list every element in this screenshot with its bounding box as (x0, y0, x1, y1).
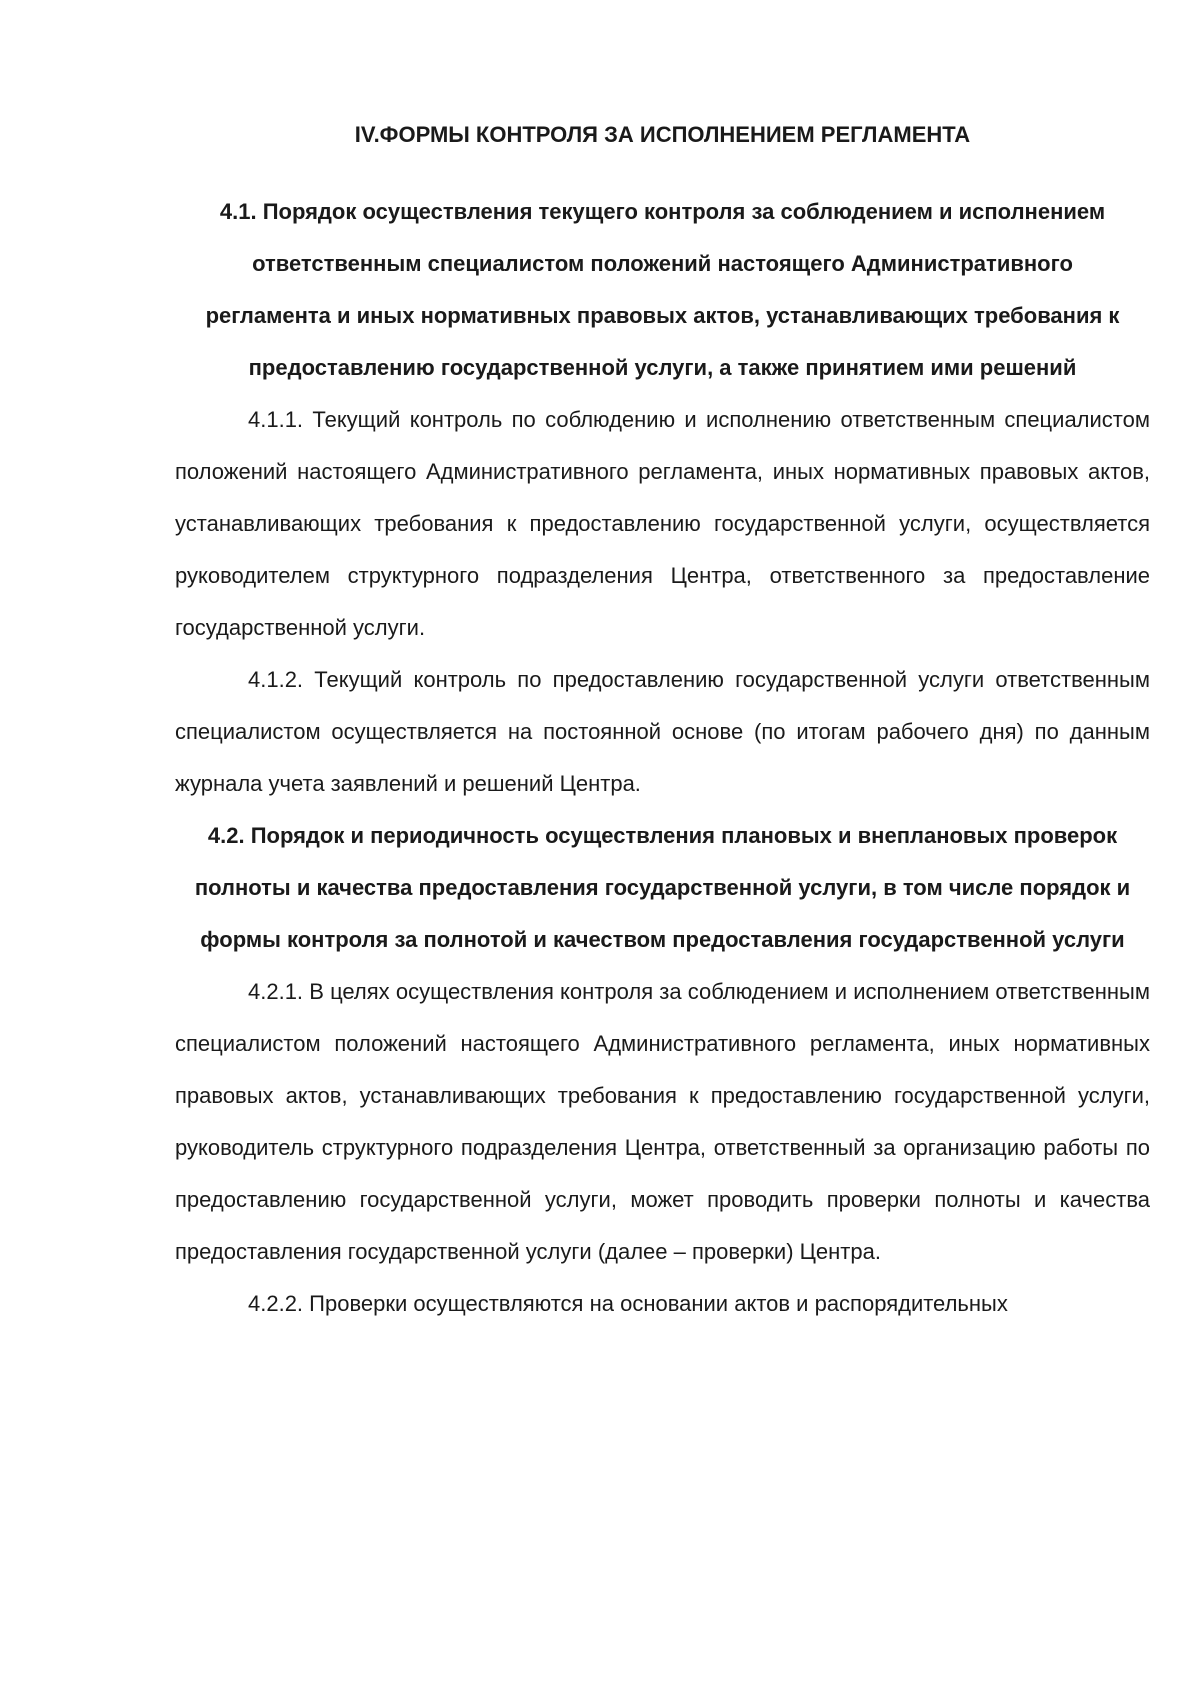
section-heading-4-2: 4.2. Порядок и периодичность осуществления плановых и внеплановых проверок полноты и качества предоставления государственной услуги, в том числе порядок и формы контроля за полнотой и качеством предоставления государственной услуги (194, 823, 1131, 952)
paragraph-4-1-1: 4.1.1. Текущий контроль по соблюдению и исполнению ответственным специалистом положений настоящего Административного регламента, иных нормативных правовых актов, устанавливающих требования к предоставлению государственной услуги, осуществляется руководителем структурного подразделения Центра, ответственного за предоставление государственной услуги. (175, 407, 1150, 640)
paragraph-4-1-2: 4.1.2. Текущий контроль по предоставлению государственной услуги ответственным специалистом осуществляется на постоянной основе (по итогам рабочего дня) по данным журнала учета заявлений и решений Центра. (175, 667, 1150, 796)
document-page (175, 100, 1150, 1330)
section-heading-4-1: 4.1. Порядок осуществления текущего контроля за соблюдением и исполнением ответственным специалистом положений настоящего Административного регламента и иных нормативных правовых актов, устанавливающих требования к предоставлению государственной услуги, а также принятием ими решений (205, 199, 1120, 380)
paragraph-4-2-1: 4.2.1. В целях осуществления контроля за соблюдением и исполнением ответственным специалистом положений настоящего Административного регламента, иных нормативных правовых актов, устанавливающих требования к предоставлению государственной услуги, руководитель структурного подразделения Центра, ответственный за организацию работы по предоставлению государственной услуги, может проводить проверки полноты и качества предоставления государственной услуги (далее – проверки) Центра. (175, 979, 1150, 1264)
paragraph-4-2-2: 4.2.2. Проверки осуществляются на основании актов и распорядительных (248, 1291, 1008, 1316)
chapter-title: IV.ФОРМЫ КОНТРОЛЯ ЗА ИСПОЛНЕНИЕМ РЕГЛАМЕНТА (354, 122, 971, 147)
